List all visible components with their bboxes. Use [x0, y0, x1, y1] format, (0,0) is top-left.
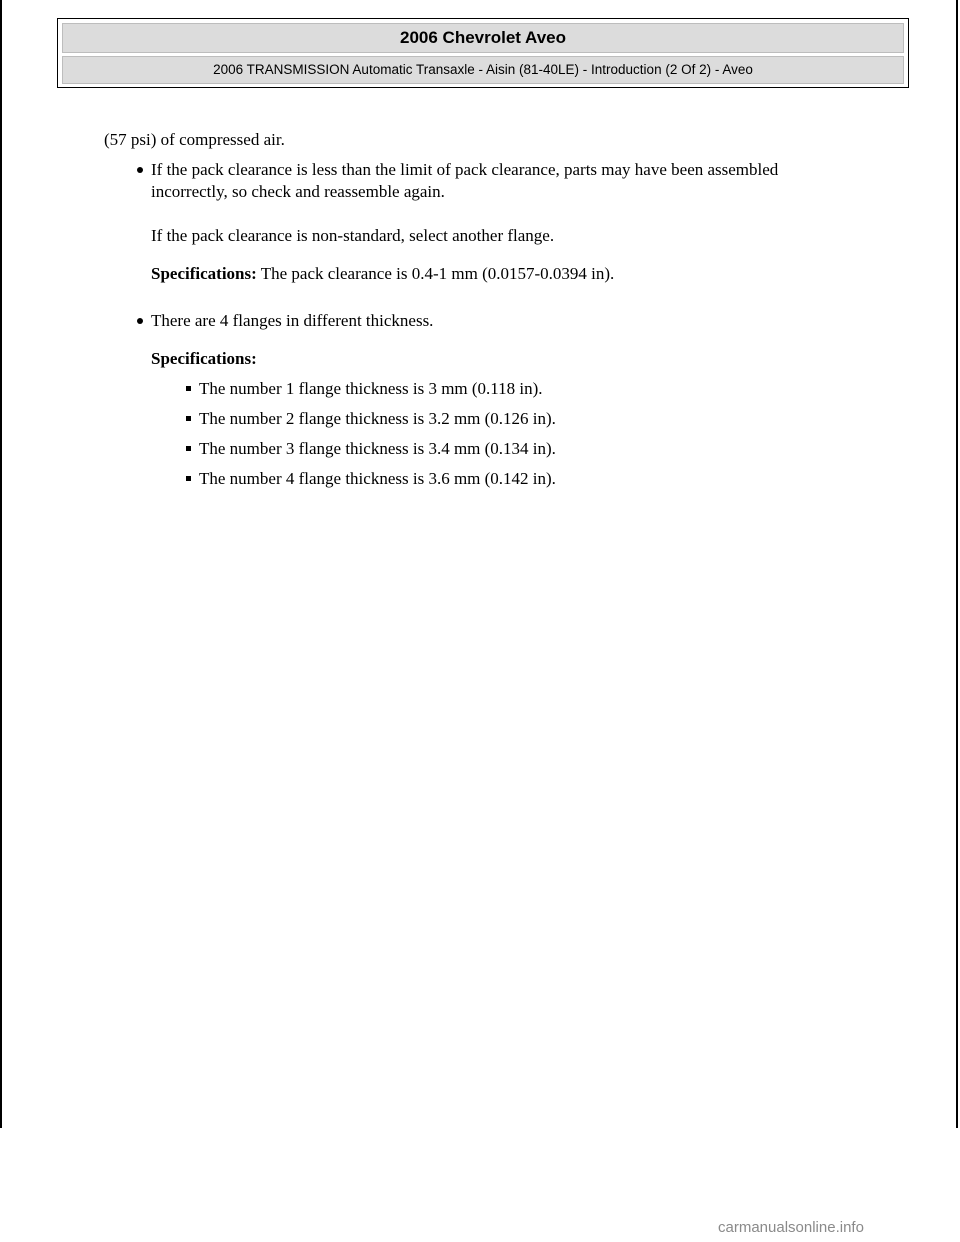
- page-header: [57, 18, 909, 88]
- bullet-dot-icon: [137, 318, 143, 324]
- spec-text: The pack clearance is 0.4-1 mm (0.0157-0.0394 in).: [256, 264, 615, 283]
- spec-label: Specifications:: [151, 264, 257, 283]
- header-subtitle: 2006 TRANSMISSION Automatic Transaxle - Aisin (81-40LE) - Introduction (2 Of 2) - Aveo: [62, 56, 904, 84]
- continuation-text: (57 psi) of compressed air.: [104, 130, 285, 149]
- bullet1-line2: incorrectly, so check and reassemble again.: [151, 182, 445, 201]
- header-title: 2006 Chevrolet Aveo: [62, 23, 904, 53]
- flange-spec-item: The number 2 flange thickness is 3.2 mm (0.126 in).: [199, 409, 556, 428]
- bullet2-text: There are 4 flanges in different thickness.: [151, 311, 434, 330]
- bullet-dot-icon: [137, 167, 143, 173]
- bullet2-spec-label: Specifications:: [151, 349, 257, 368]
- flange-spec-item: The number 4 flange thickness is 3.6 mm (0.142 in).: [199, 469, 556, 488]
- flange-spec-item: The number 3 flange thickness is 3.4 mm (0.134 in).: [199, 439, 556, 458]
- flange-spec-item: The number 1 flange thickness is 3 mm (0.118 in).: [199, 379, 543, 398]
- square-bullet-icon: [186, 416, 191, 421]
- square-bullet-icon: [186, 386, 191, 391]
- square-bullet-icon: [186, 446, 191, 451]
- page-right-border: [956, 0, 958, 1128]
- bullet1-paragraph2: If the pack clearance is non-standard, select another flange.: [151, 226, 555, 245]
- square-bullet-icon: [186, 476, 191, 481]
- page-left-border: [0, 0, 2, 1128]
- watermark-text: carmanualsonline.info: [718, 1219, 864, 1236]
- bullet1-line1: If the pack clearance is less than the limit of pack clearance, parts may have been assembled: [151, 160, 779, 179]
- bullet1-specification: [151, 263, 614, 285]
